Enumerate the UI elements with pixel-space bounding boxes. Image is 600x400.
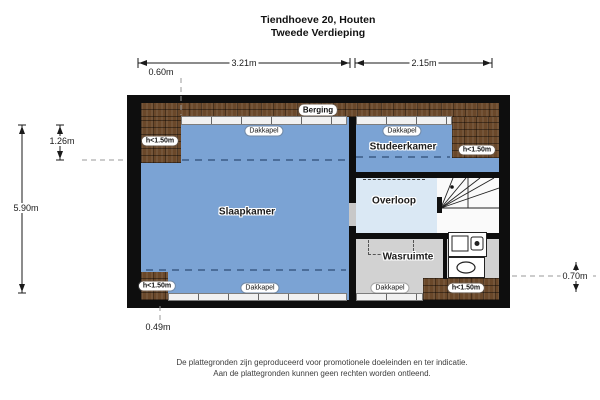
berging-label: Berging <box>299 105 337 116</box>
dakkapel-label-bottom-right: Dakkapel <box>371 284 408 293</box>
dim-top-inset: 0.60m <box>148 67 174 77</box>
dakkapel-label-top-left: Dakkapel <box>245 127 282 136</box>
wasruimte-label: Wasruimte <box>382 251 434 263</box>
dormer-window-bottom-left <box>168 293 347 301</box>
height-limit-label-bottom-left: h<1.50m <box>139 282 175 291</box>
height-limit-label-top-left: h<1.50m <box>142 137 178 146</box>
page-title <box>261 14 376 40</box>
slaapkamer-label: Slaapkamer <box>218 206 276 218</box>
door <box>349 203 356 226</box>
title-address: Tiendhoeve 20, Houten <box>260 14 376 26</box>
title-floor: Tweede Verdieping <box>270 27 366 39</box>
dormer-window-bottom-right <box>356 293 423 301</box>
appliance-partition-wall <box>443 233 447 279</box>
dakkapel-label-top-right: Dakkapel <box>383 127 420 136</box>
ceiling-height-line-slaapkamer-bottom <box>146 269 346 271</box>
disclaimer-line2: Aan de plattegronden kunnen geen rechten worden ontleend. <box>213 368 431 378</box>
dormer-window-top-left <box>181 116 347 125</box>
disclaimer-line1: De plattegronden zijn geproduceerd voor promotionele doeleinden en ter indicatie. <box>176 358 468 367</box>
boiler-icon <box>448 232 487 257</box>
dim-right-bottom-height: 0.70m <box>562 271 588 281</box>
dormer-window-top-right <box>356 116 452 125</box>
ceiling-height-line-studeerkamer <box>356 156 450 158</box>
studeerkamer-label: Studeerkamer <box>369 141 437 153</box>
dim-bottom-inset: 0.49m <box>145 322 171 332</box>
stairs-icon <box>437 178 499 233</box>
dim-top-left-width: 3.21m <box>231 58 257 68</box>
dim-left-top-height: 1.26m <box>49 136 75 146</box>
disclaimer <box>176 358 467 379</box>
dakkapel-label-bottom-left: Dakkapel <box>241 284 278 293</box>
opening-marker <box>363 179 425 180</box>
ceiling-height-line-slaapkamer-top <box>182 159 346 161</box>
dim-left-total-height: 5.90m <box>13 203 39 213</box>
height-limit-label-bottom-right: h<1.50m <box>448 284 484 293</box>
washing-machine-icon <box>448 257 485 278</box>
height-limit-label-top-right: h<1.50m <box>459 146 495 155</box>
stairs <box>437 178 499 233</box>
overloop-label: Overloop <box>372 195 416 207</box>
dim-top-right-width: 2.15m <box>411 58 437 68</box>
